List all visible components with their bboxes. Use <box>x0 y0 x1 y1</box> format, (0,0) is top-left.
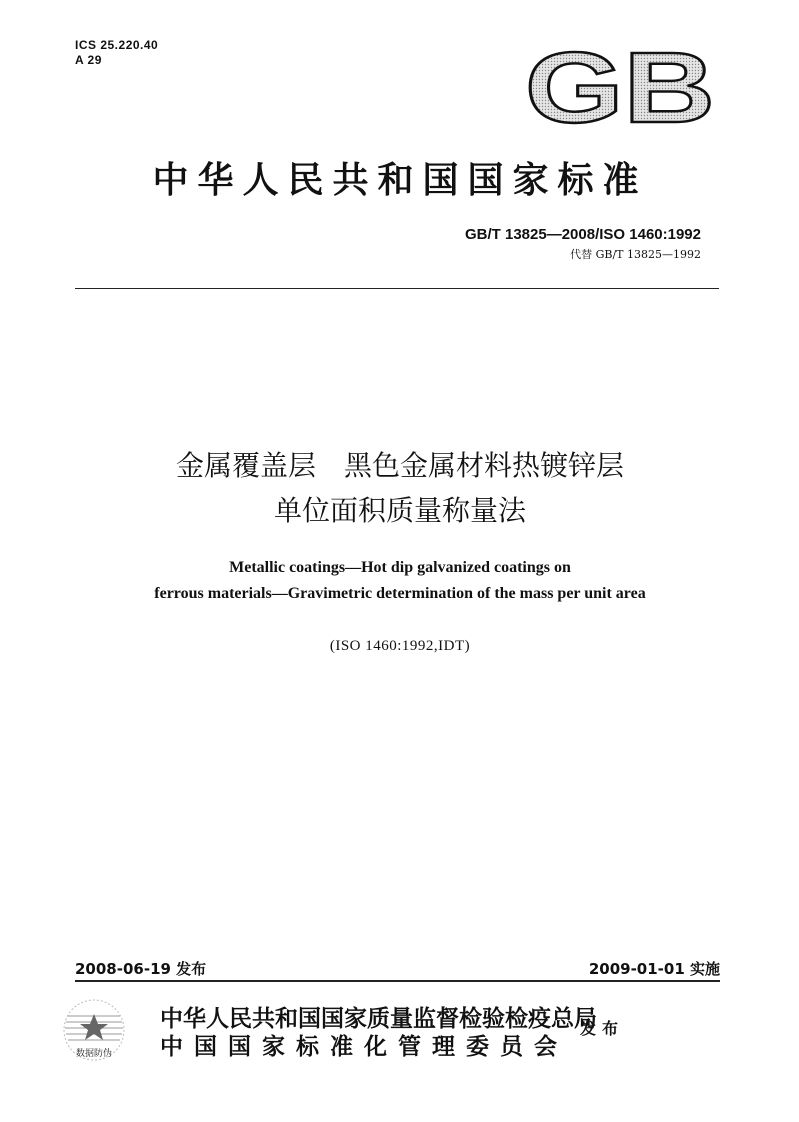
ics-block <box>75 38 158 68</box>
ics-code: ICS 25.220.40 <box>75 38 159 52</box>
title-en-line1: Metallic coatings—Hot dip galvanized coatings on <box>229 559 571 576</box>
title-cn-line1: 金属覆盖层 黑色金属材料热镀锌层 <box>175 449 624 482</box>
gb-logo <box>520 48 720 128</box>
seal-text: 数据防伪 <box>75 1049 113 1059</box>
iso-reference: (ISO 1460:1992,IDT) <box>329 638 471 654</box>
ccs-code: A 29 <box>75 53 102 67</box>
header-divider <box>75 288 719 289</box>
standard-title: 中华人民共和国国家标准 <box>152 160 648 201</box>
title-cn-line2: 单位面积质量称量法 <box>273 494 526 527</box>
issue-date: 2008-06-19 发布 <box>75 960 207 978</box>
implementation-date: 2009-01-01 实施 <box>588 960 720 978</box>
standard-number: GB/T 13825—2008/ISO 1460:1992 <box>465 226 701 243</box>
footer-divider <box>75 980 720 982</box>
gb-logo-text: GB <box>525 48 715 128</box>
title-en-line2: ferrous materials—Gravimetric determination of the mass per unit area <box>154 585 646 602</box>
replaces-note: 代替 GB/T 13825—1992 <box>570 248 701 261</box>
publish-label: 发布 <box>580 1019 625 1038</box>
anti-counterfeit-seal <box>58 996 130 1068</box>
publisher-line1: 中华人民共和国国家质量监督检验检疫总局 <box>160 1006 597 1032</box>
publisher-line2: 中国国家标准化管理委员会 <box>160 1034 568 1060</box>
